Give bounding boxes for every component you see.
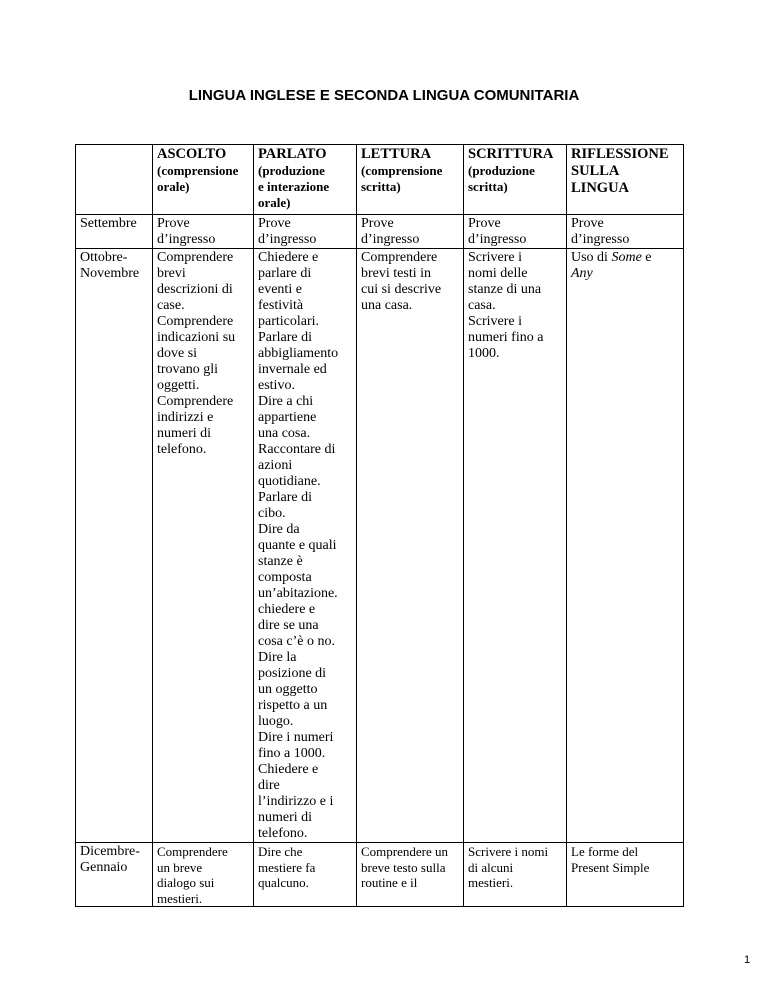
cell-text-line: Comprendere xyxy=(361,250,438,265)
cell-text-line: oggetti. xyxy=(157,378,200,393)
cell-text-line: Dire la xyxy=(258,650,297,665)
cell-text-line: un oggetto xyxy=(258,682,318,697)
cell-text-line: 1000. xyxy=(468,346,500,361)
cell-text-line: dire xyxy=(258,778,280,793)
cell-text-line: Raccontare di xyxy=(258,442,336,457)
cell-text-line: brevi xyxy=(157,266,186,281)
month-cell: Settembre xyxy=(76,215,153,249)
cell-text-line: Scrivere i xyxy=(468,250,523,265)
cell-text-line: estivo. xyxy=(258,378,295,393)
cell-text-line: Comprendere xyxy=(157,250,234,265)
page-number: 1 xyxy=(744,954,751,966)
cell-text-line: Comprendere un xyxy=(361,844,449,859)
cell-text-line: Dire che xyxy=(258,844,303,859)
cell-text-line: mestieri. xyxy=(468,875,514,890)
table-row-ottobre-novembre xyxy=(76,249,684,843)
cell-text-line: trovano gli xyxy=(157,362,219,377)
cell-text-line: Present Simple xyxy=(571,859,650,875)
table-cell xyxy=(567,843,684,907)
cell-text-line: Chiedere e xyxy=(258,250,319,265)
cell-text-line: nomi delle xyxy=(468,266,528,281)
month-cell: Dicembre- Gennaio xyxy=(76,843,153,907)
table-cell xyxy=(254,249,357,843)
cell-text-line: mestiere fa xyxy=(258,859,316,875)
cell-text-line: telefono. xyxy=(258,826,308,841)
cell-text-line: luogo. xyxy=(258,714,294,729)
cell-text-line: breve testo sulla xyxy=(361,859,446,875)
cell-text-line: rispetto a un xyxy=(258,698,328,713)
cell-text-line: numeri fino a xyxy=(468,330,544,345)
cell-text-line: dialogo sui xyxy=(157,875,215,890)
cell-text-line: festività xyxy=(258,298,304,313)
curriculum-table xyxy=(75,144,684,907)
table-cell xyxy=(254,843,357,907)
cell-text-line: routine e il xyxy=(361,875,418,890)
cell-text-line: l’indirizzo e i xyxy=(258,794,334,809)
table-cell: Uso di Some e Any xyxy=(567,249,684,843)
cell-text-line: Chiedere e xyxy=(258,762,319,777)
cell-text-line: Parlare di xyxy=(258,490,313,505)
cell-text-line: cibo. xyxy=(258,506,286,521)
page-title: LINGUA INGLESE E SECONDA LINGUA COMUNITARIA xyxy=(188,87,580,104)
cell-text-line: un breve xyxy=(157,859,203,875)
cell-text-line: parlare di xyxy=(258,266,312,281)
cell-text-line: abbigliamento xyxy=(258,346,339,361)
cell-text-line: posizione di xyxy=(258,666,327,681)
cell-text-line: invernale ed xyxy=(258,362,327,377)
header-lettura: LETTURA (comprensione scritta) xyxy=(357,145,464,215)
cell-text-line: Scrivere i nomi xyxy=(468,844,549,859)
header-row xyxy=(76,145,684,215)
table-cell: Prove d’ingresso xyxy=(464,215,567,249)
cell-text-line: eventi e xyxy=(258,282,302,297)
cell-text-line: numeri di xyxy=(157,426,212,441)
cell-text-line: particolari. xyxy=(258,314,320,329)
cell-text-line: case. xyxy=(157,298,185,313)
cell-text-line: Dire a chi xyxy=(258,394,314,409)
table-cell xyxy=(153,249,254,843)
table-cell: Prove d’ingresso xyxy=(254,215,357,249)
table-cell xyxy=(153,843,254,907)
cell-text-line: stanze di una xyxy=(468,282,542,297)
cell-text-line: dove si xyxy=(157,346,198,361)
header-ascolto: ASCOLTO (comprensione orale) xyxy=(153,145,254,215)
header-scrittura: SCRITTURA (produzione scritta) xyxy=(464,145,567,215)
cell-text-line: Comprendere xyxy=(157,844,228,859)
cell-text-line: fino a 1000. xyxy=(258,746,326,761)
month-cell: Ottobre- Novembre xyxy=(76,249,153,843)
header-parlato: PARLATO (produzione e interazione orale) xyxy=(254,145,357,215)
cell-text-line: quante e quali xyxy=(258,538,337,553)
table-cell xyxy=(357,843,464,907)
cell-text-line: indicazioni su xyxy=(157,330,236,345)
cell-text-line: un’abitazione. xyxy=(258,586,338,601)
cell-text-line: azioni xyxy=(258,458,293,473)
table-row-dicembre-gennaio xyxy=(76,843,684,907)
cell-text-line: Scrivere i xyxy=(468,314,523,329)
table-cell: Prove d’ingresso xyxy=(153,215,254,249)
cell-text-line: appartiene xyxy=(258,410,317,425)
cell-text-line: chiedere e xyxy=(258,602,316,617)
cell-text-line: qualcuno. xyxy=(258,875,309,890)
cell-text-line: Comprendere xyxy=(157,394,234,409)
cell-text-line: una cosa. xyxy=(258,426,311,441)
table-cell: Prove d’ingresso xyxy=(357,215,464,249)
table-row-settembre xyxy=(76,215,684,249)
cell-text-line: indirizzi e xyxy=(157,410,214,425)
table-cell: Prove d’ingresso xyxy=(567,215,684,249)
cell-text-line: composta xyxy=(258,570,312,585)
cell-text-line: una casa. xyxy=(361,298,413,313)
corner-cell xyxy=(76,145,153,215)
cell-text-line: telefono. xyxy=(157,442,207,457)
table-cell xyxy=(464,249,567,843)
cell-text-line: Dire da xyxy=(258,522,300,537)
cell-text-line: Le forme del xyxy=(571,844,639,859)
cell-text-line: casa. xyxy=(468,298,496,313)
cell-text-line: cosa c’è o no. xyxy=(258,634,335,649)
cell-text-line: brevi testi in xyxy=(361,266,431,281)
header-riflessione: RIFLESSIONE SULLA LINGUA xyxy=(567,145,684,215)
cell-text-line: di alcuni xyxy=(468,859,514,875)
cell-text-line: Comprendere xyxy=(157,314,234,329)
table-cell xyxy=(357,249,464,843)
cell-text-line: mestieri. xyxy=(157,890,203,906)
cell-text-line: numeri di xyxy=(258,810,313,825)
cell-text-line: quotidiane. xyxy=(258,474,321,489)
cell-text-line: cui si descrive xyxy=(361,282,442,297)
cell-text-line: stanze è xyxy=(258,554,303,569)
cell-text-line: Parlare di xyxy=(258,330,313,345)
table-cell xyxy=(464,843,567,907)
cell-text-line: descrizioni di xyxy=(157,282,233,297)
cell-text-line: Dire i numeri xyxy=(258,730,334,745)
cell-text-line: dire se una xyxy=(258,618,319,633)
